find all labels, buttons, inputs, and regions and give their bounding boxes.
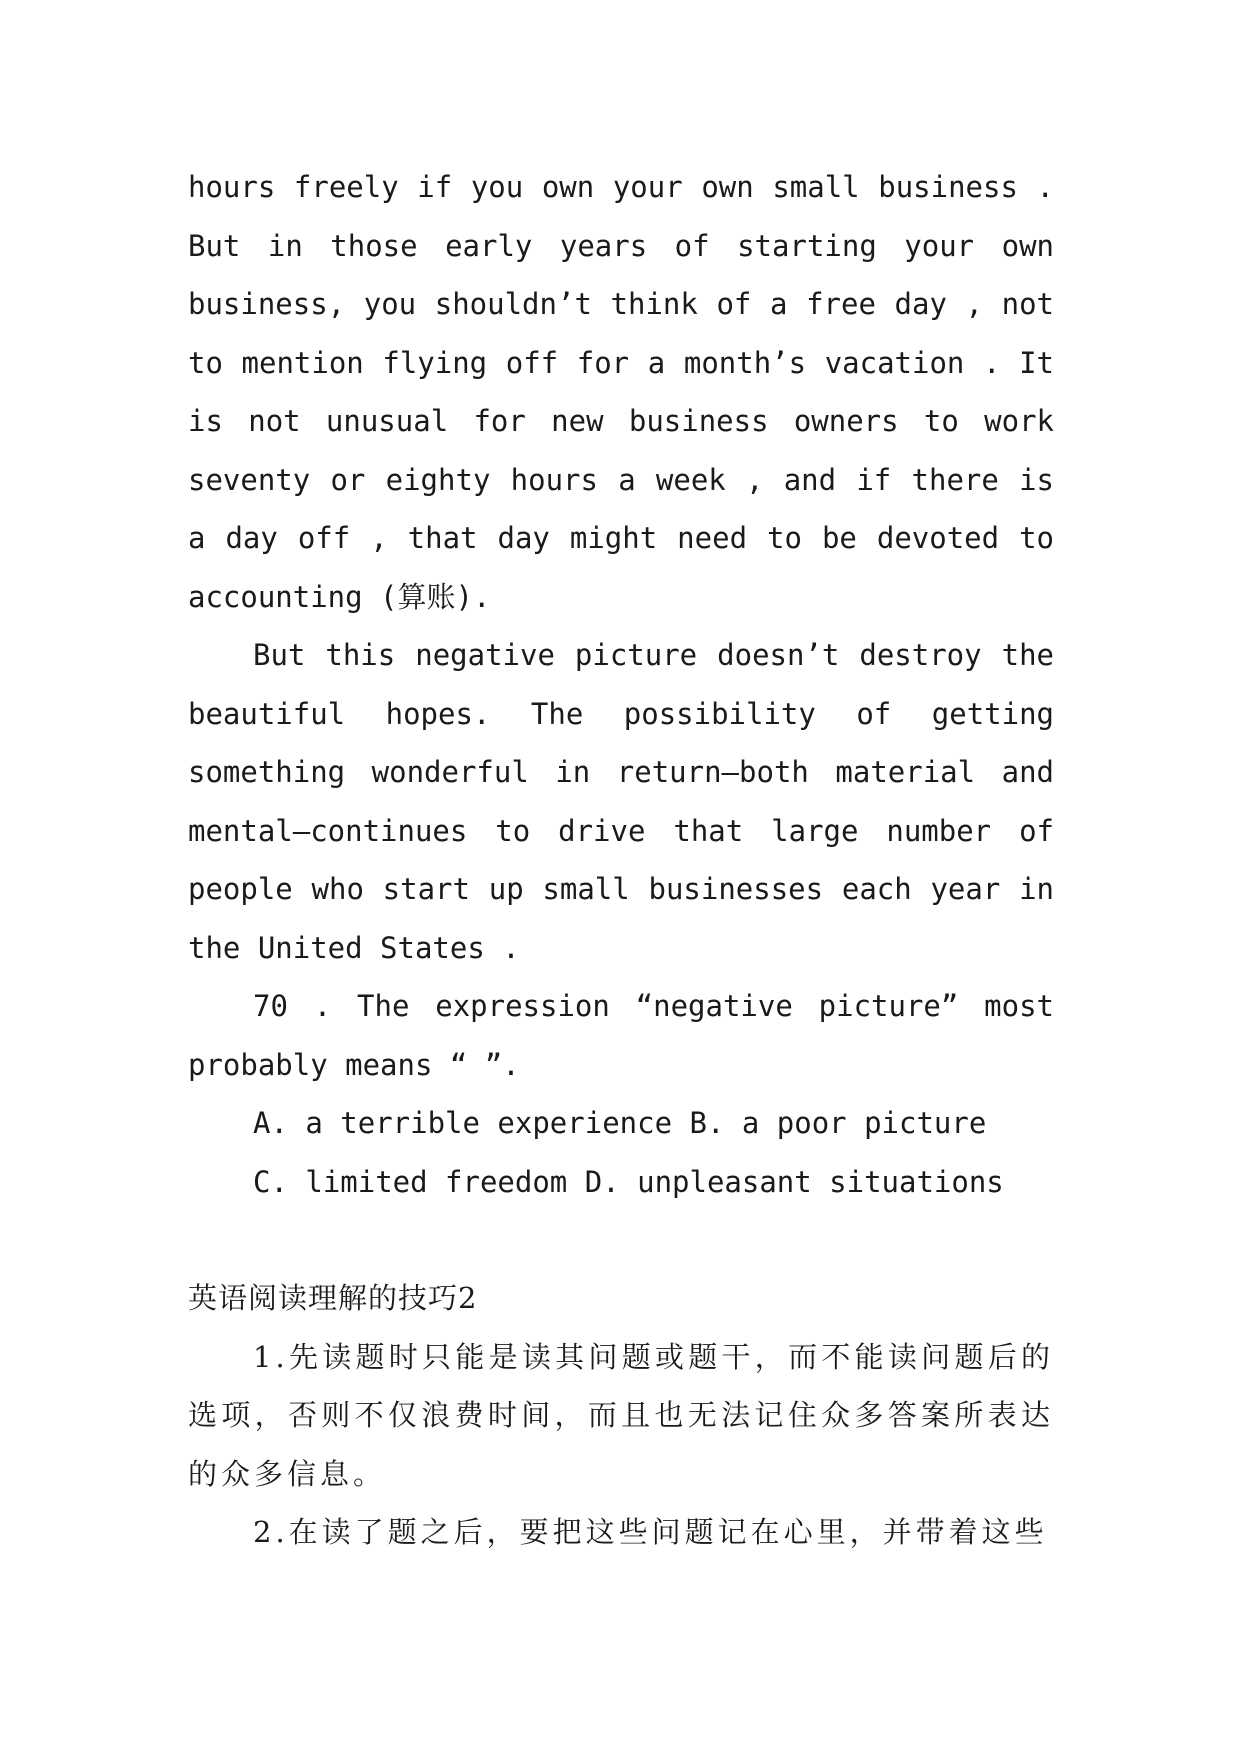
section-heading: 英语阅读理解的技巧2 (188, 1281, 478, 1315)
tip-2: 2.在读了题之后，要把这些问题记在心里，并带着这些 (253, 1515, 1048, 1549)
question-70: 70 . The expression “negative picture” most probably means “ ”. (188, 989, 1054, 1082)
paragraph-negative-picture: But this negative picture doesn’t destroy the beautiful hopes. The possibility of getting something wonderful in return—both material and mental—continues to drive that large number of people who start up small businesses each year in the United States . (188, 638, 1054, 965)
paragraph-business-hours: hours freely if you own your own small business . But in those early years of starting your own business, you shouldn’t think of a free day , not to mention flying off for a month’s vacation . It is not unusual for new business owners to work seventy or eighty hours a week , and if there is a day off , that day might need to be devoted to accounting (算账). (188, 170, 1054, 614)
tip-1: 1.先读题时只能是读其问题或题干，而不能读问题后的选项，否则不仅浪费时间，而且也无法记住众多答案所表达的众多信息。 (188, 1339, 1054, 1491)
options-a-b: A. a terrible experience B. a poor picture (253, 1106, 987, 1140)
document-body (188, 158, 1054, 1562)
options-c-d: C. limited freedom D. unpleasant situations (253, 1164, 1004, 1199)
